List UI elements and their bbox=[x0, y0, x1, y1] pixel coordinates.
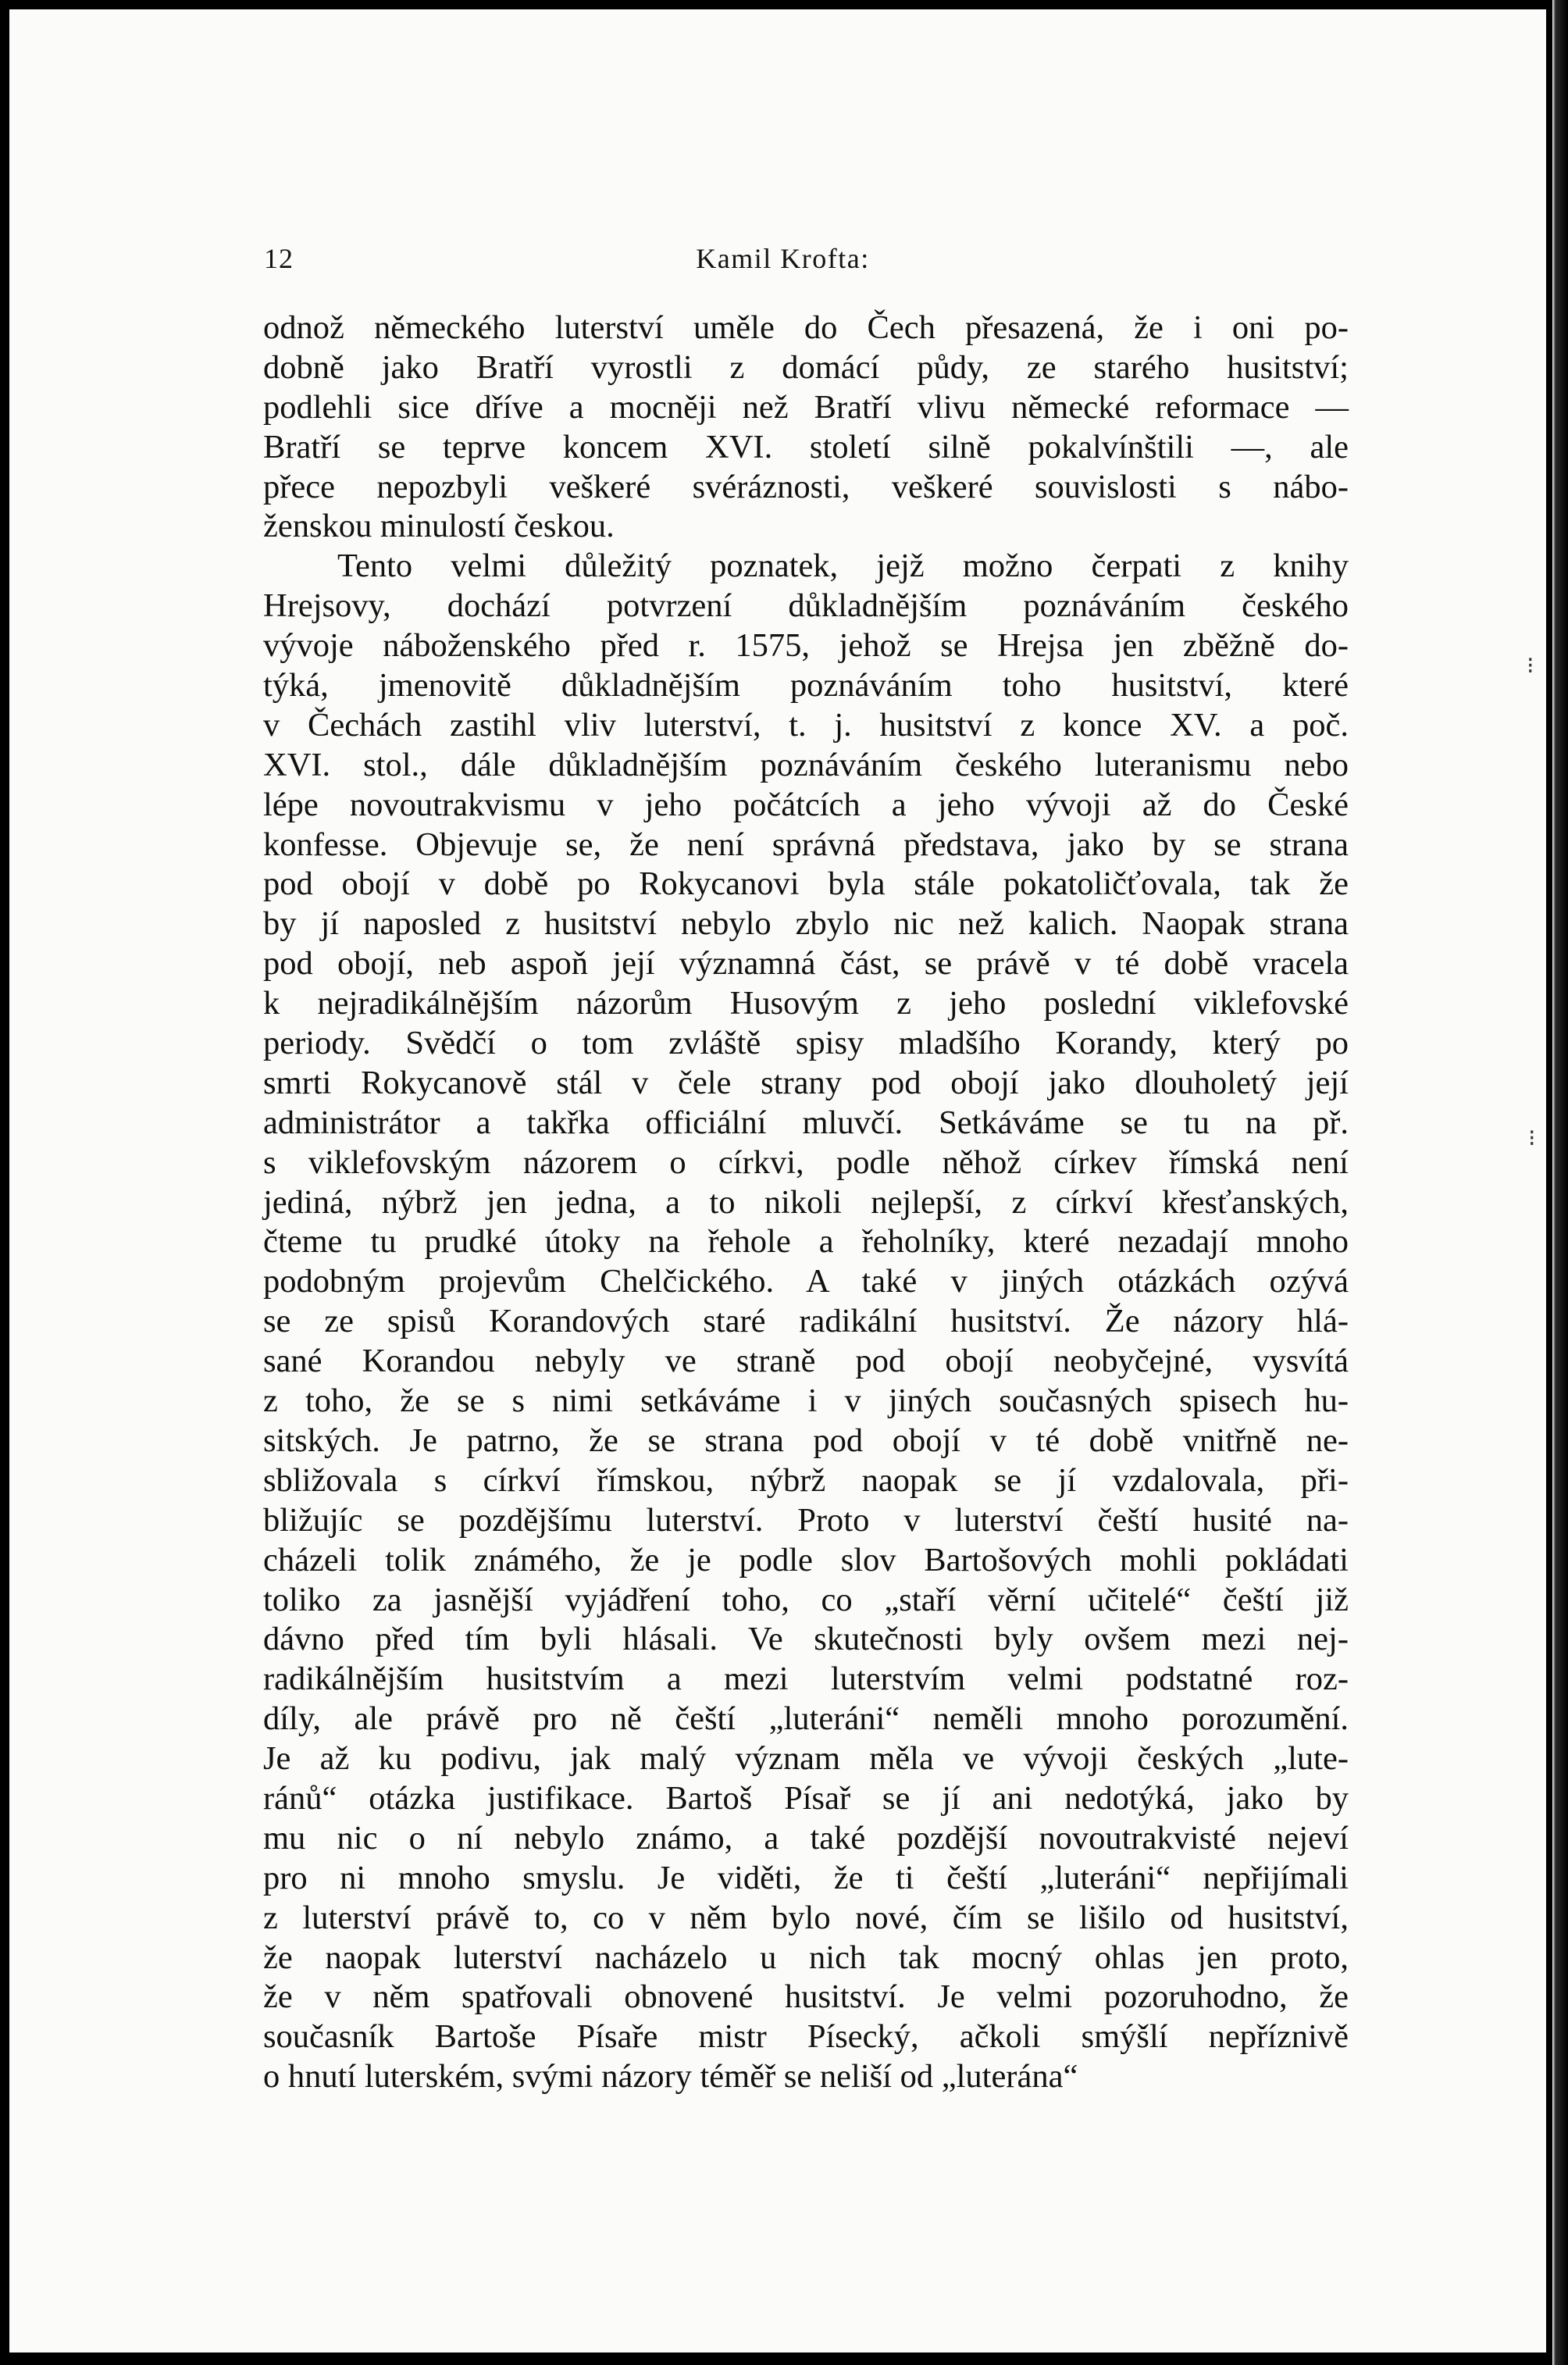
text-line: by jí naposled z husitství nebylo zbylo nic než kalich. Naopak strana bbox=[263, 905, 1349, 943]
text-line: Hrejsovy, dochází potvrzení důkladnějším poznáváním českého bbox=[263, 587, 1349, 625]
text-line: mu nic o ní nebylo známo, a také pozdější novoutrakvisté nejeví bbox=[263, 1819, 1349, 1857]
text-line: lépe novoutrakvismu v jeho počátcích a jeho vývoji až do České bbox=[263, 786, 1349, 823]
text-line: z toho, že se s nimi setkáváme i v jiných současných spisech hu- bbox=[263, 1382, 1349, 1420]
text-line: týká, jmenovitě důkladnějším poznáváním toho husitství, které bbox=[263, 667, 1349, 705]
text-line: o hnutí luterském, svými názory téměř se neliší od „luterána“ bbox=[263, 2058, 1078, 2096]
body-text bbox=[263, 309, 1349, 2097]
text-line: Bratří se teprve koncem XVI. století silně pokalvínštili —, ale bbox=[263, 428, 1349, 466]
text-line: radikálnějším husitstvím a mezi luterstvím velmi podstatné roz- bbox=[263, 1660, 1349, 1698]
margin-mark: ⁝ bbox=[1527, 653, 1534, 679]
text-line: čteme tu prudké útoky na řehole a řeholníky, které nezadají mnoho bbox=[263, 1223, 1349, 1261]
text-line: smrti Rokycanově stál v čele strany pod obojí jako dlouholetý její bbox=[263, 1064, 1349, 1101]
text-line: pro ni mnoho smyslu. Je viděti, že ti čeští „luteráni“ nepřijímali bbox=[263, 1859, 1349, 1896]
page-edge-shadow bbox=[1552, 0, 1568, 2365]
text-line: sbližovala s církví římskou, nýbrž naopak se jí vzdalovala, při- bbox=[263, 1461, 1349, 1499]
text-line: pod obojí, neb aspoň její významná část, se právě v té době vracela bbox=[263, 945, 1349, 983]
text-line: pod obojí v době po Rokycanovi byla stále pokatoličťovala, tak že bbox=[263, 865, 1349, 903]
text-line: že naopak luterství nacházelo u nich tak mocný ohlas jen proto, bbox=[263, 1939, 1349, 1976]
text-line: sané Korandou nebyly ve straně pod obojí neobyčejné, vysvítá bbox=[263, 1343, 1349, 1380]
text-line: se ze spisů Korandových staré radikální husitství. Že názory hlá- bbox=[263, 1303, 1349, 1340]
text-line: cházeli tolik známého, že je podle slov Bartošových mohli pokládati bbox=[263, 1541, 1349, 1578]
text-line: administrátor a takřka officiální mluvčí. Setkáváme se tu na př. bbox=[263, 1104, 1349, 1141]
text-line: díly, ale právě pro ně čeští „luteráni“ neměli mnoho porozumění. bbox=[263, 1700, 1349, 1738]
text-line: konfesse. Objevuje se, že není správná představa, jako by se strana bbox=[263, 826, 1349, 863]
page-number: 12 bbox=[264, 243, 294, 274]
text-line: Tento velmi důležitý poznatek, jejž možno čerpati z knihy bbox=[337, 548, 1349, 585]
text-line: bližujíc se pozdějšímu luterství. Proto v luterství čeští husité na- bbox=[263, 1501, 1349, 1539]
text-line: že v něm spatřovali obnovené husitství. Je velmi pozoruhodno, že bbox=[263, 1978, 1349, 2016]
text-line: ránů“ otázka justifikace. Bartoš Písař se jí ani nedotýká, jako by bbox=[263, 1779, 1349, 1817]
text-line: periody. Svědčí o tom zvláště spisy mladšího Korandy, který po bbox=[263, 1025, 1349, 1062]
margin-mark: ⁝ bbox=[1528, 1125, 1536, 1151]
text-line: vývoje náboženského před r. 1575, jehož se Hrejsa jen zběžně do- bbox=[263, 627, 1349, 665]
text-line: k nejradikálnějším názorům Husovým z jeho poslední viklefovské bbox=[263, 985, 1349, 1022]
text-line: současník Bartoše Písaře mistr Písecký, ačkoli smýšlí nepříznivě bbox=[263, 2018, 1349, 2056]
text-line: z luterství právě to, co v něm bylo nové, čím se lišilo od husitství, bbox=[263, 1899, 1349, 1936]
text-line: XVI. stol., dále důkladnějším poznáváním českého luteranismu nebo bbox=[263, 746, 1349, 783]
text-line: s viklefovským názorem o církvi, podle něhož církev římská není bbox=[263, 1143, 1349, 1181]
text-line: dobně jako Bratří vyrostli z domácí půdy, ze starého husitství; bbox=[263, 348, 1349, 386]
text-line: podlehli sice dříve a mocněji než Bratří vlivu německé reformace — bbox=[263, 388, 1349, 426]
text-line: jediná, nýbrž jen jedna, a to nikoli nejlepší, z církví křesťanských, bbox=[263, 1183, 1349, 1221]
text-line: dávno před tím byli hlásali. Ve skutečnosti byly ovšem mezi nej- bbox=[263, 1621, 1349, 1658]
text-line: podobným projevům Chelčického. A také v jiných otázkách ozývá bbox=[263, 1263, 1349, 1300]
text-line: toliko za jasnější vyjádření toho, co „staří věrní učitelé“ čeští již bbox=[263, 1581, 1349, 1618]
running-head bbox=[258, 242, 1308, 281]
text-line: přece nepozbyli veškeré svéráznosti, veškeré souvislosti s nábo- bbox=[263, 468, 1349, 505]
running-title: Kamil Krofta: bbox=[696, 243, 870, 274]
text-line: ženskou minulostí českou. bbox=[263, 508, 615, 545]
text-line: odnož německého luterství uměle do Čech přesazená, že i oni po- bbox=[263, 309, 1349, 346]
text-line: Je až ku podivu, jak malý význam měla ve vývoji českých „lute- bbox=[263, 1740, 1349, 1778]
text-line: v Čechách zastihl vliv luterství, t. j. husitství z konce XV. a poč. bbox=[263, 706, 1349, 744]
text-line: sitských. Je patrno, že se strana pod obojí v té době vnitřně ne- bbox=[263, 1421, 1349, 1459]
